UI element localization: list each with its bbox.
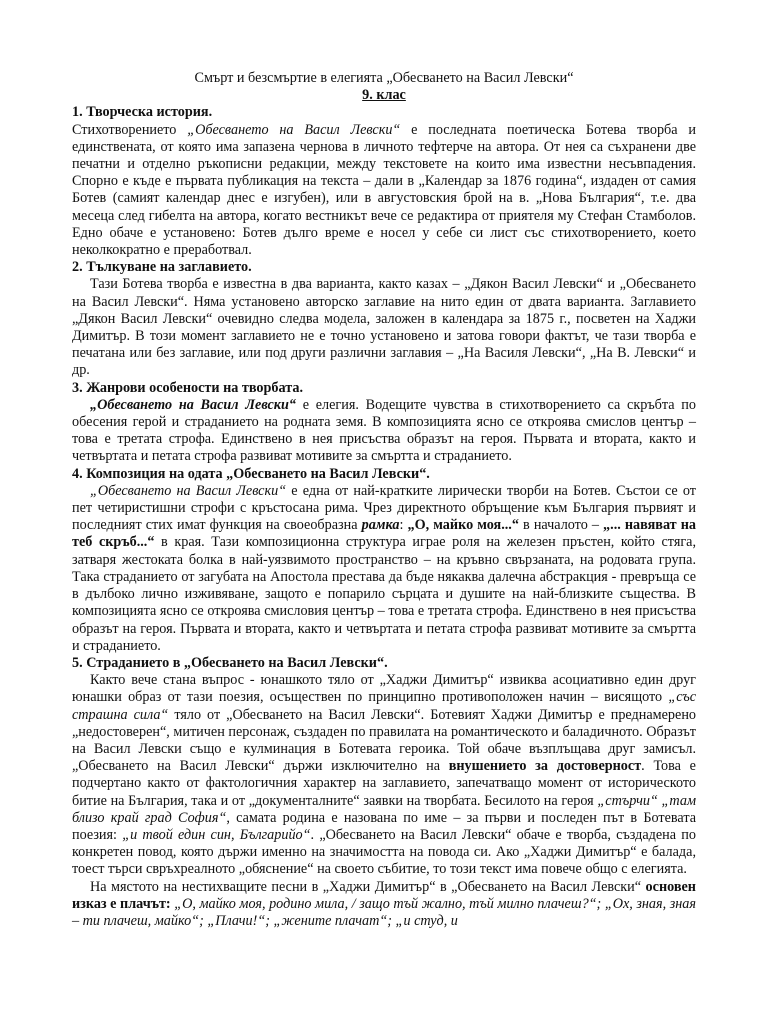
document-page [72,70,696,930]
poem-title-bold-italic: „Обесването на Васил Левски“ [90,396,296,413]
quote-italic: „и твой един син, Българийо“ [122,826,311,843]
section-heading-1: 1. Творческа история. [72,104,213,121]
section-heading-2: 2. Тълкуване на заглавието. [72,259,252,276]
text-run: тяло от „Обесването на Васил Левски“. Ботевият Хаджи Димитър е преднамерено „недостоверен“, митичен персонаж, създаден по правилата на романтическото и баладичното. Образът на Васил Левски също е кулминация в Ботевата героика. Той обаче възплъщава друг замисъл. „Обесването на Васил Левски“ държи изключително на [72,706,697,775]
paragraph-lament [72,879,696,931]
paragraph-title-interpretation: Тази Ботева творба е известна в два варианта, както казах – „Дякон Васил Левски“ и „Обесването на Васил Левски“. Няма установено авторско заглавие на нито един от двата варианта. Заглавието „Дякон Васил Левски“ очевидно следва модела, заложен в календара за 1875 г., посветен на Хаджи Димитър. В този момент заглавието не е точно установено и затова говори фактът, че тази творба е печатана или без заглавие, или под други различни заглавия – „На Василя Левски“, „На В. Левски“ и др. [72,276,696,379]
text-run: е последната поетическа Ботева творба и единствената, от която има запазена чернова в личното тефтерче на автора. От нея са съхранени две печатни и отделно ръкописни редакции, между текстовете на които има известни несъвпадения. Спорно е къде е първата публикация на текста – дали в „Календар за 1876 година“, издаден от самия Ботев (самият календар днес е изгубен), или в августовския брой на в. „Нова България“, т.е. два месеца след гибелта на автора, когато вестникът вече се редактира от приятеля му Стефан Стамболов. Едно обаче е установено: Ботев дълго време е носел у себе си лист със стихотворението, което неколкократно е преработвал. [72,121,696,259]
text-run: : [399,517,408,534]
paragraph-suffering [72,672,696,878]
poem-title-italic: „Обесването на Васил Левски“ [187,121,401,138]
text-run: На мястото на нестихващите песни в „Хаджи Димитър“ в „Обесването на Васил Левски“ [90,878,646,895]
emphasis-frame: рамка [361,517,400,534]
quote-italic: „със страшна сила“ [72,689,696,723]
emphasis-bold: основен изказ е плачът: [72,878,696,912]
text-run: в началото – [518,517,604,534]
paragraph-genre [72,397,696,466]
text-run: Както вече стана въпрос - юнашкото тяло от „Хаджи Димитър“ извиква асоциативно един друг юнашки образ от тази поезия, осъществен по принципно противоположен начин – висящото [72,672,696,706]
text-run: е една от най-кратките лирически творби на Ботев. Състои се от пет четиристишни строфи с кръстосана рима. Чрез директното обръщение към България първият и последният стих имат функция на своеобразна [72,482,696,534]
text-run: в края. Тази композиционна структура играе роля на железен пръстен, който стяга, затваря жестоката болка в най-уязвимото пространство – на кръвно свързаната, на родовата група. Така страданието от загубата на Апостола престава да бъде някаква далечна абстракция - превръща се в дълбоко лично изживяване, защото е попарило сърцата и душите на най-близките същества. В композицията ясно се откроява смисловия център – това е третата строфа. Единствено в нея присъства образът на героя. Първата и втората, както и четвъртата и петата строфа развиват мотивите за смъртта и страданието. [72,534,697,654]
emphasis-bold: внушението за достоверност [448,758,642,775]
grade-label: 9. клас [362,87,406,104]
document-title: Смърт и безсмъртие в елегията „Обесването на Васил Левски“ [194,70,574,86]
quote-bold: „... навяват на теб скръб...“ [72,517,696,551]
paragraph-creative-history [72,122,696,260]
section-heading-5: 5. Страданието в „Обесването на Васил Левски“. [72,654,388,671]
text-run: Стихотворението [72,121,188,138]
text-run: , самата родина е назована по име – за първи и последен път в Ботевата поезия: [72,809,696,843]
text-run: . „Обесването на Васил Левски“ обаче е творба, създадена по конкретен повод, която държи именно на значимостта на повода си. Ако „Хаджи Димитър“ е балада, тоест търси свръхреалното „обяснение“ на своето събитие, то този текст има повече общо с елегията. [72,826,696,878]
text-run: е елегия. Водещите чувства в стихотворението са скръбта по обесения герой и страданието на родната земя. В композицията ясно се откроява смислов център – това е третата строфа. Единствено в нея присъства образът на героя. Първата и втората, както и четвъртата и петата строфа развиват мотивите за смъртта и страданието. [72,396,696,465]
quote-italic: „О, майко моя, родино мила, / защо тъй жално, тъй милно плачеш?“; „Ох, зная, зная – ти плачеш, майко“; „Плачи!“; „жените плачат“; „и студ, и [72,895,696,929]
quote-italic: „стърчи“ „там близо край град София“ [72,792,696,826]
section-heading-3: 3. Жанрови особености на творбата. [72,379,304,396]
paragraph-composition [72,483,696,655]
poem-title-italic: „Обесването на Васил Левски“ [90,482,287,499]
section-heading-4: 4. Композиция на одата „Обесването на Васил Левски“. [72,465,430,482]
text-run: . Това е подчертано както от фактологичния характер на заглавието, запечатващо момент от историческото битие на България, така и от „документалните“ заявки на творбата. Бесилото на героя [72,758,696,809]
quote-bold: „О, майко моя...“ [407,517,519,534]
